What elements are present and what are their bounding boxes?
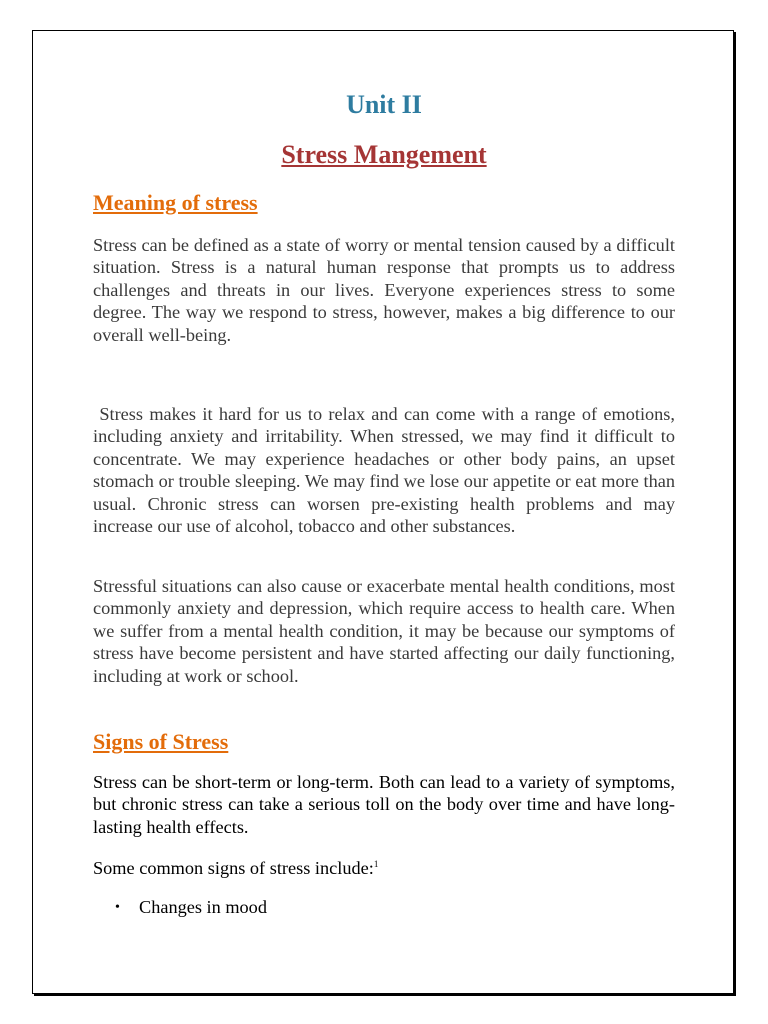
section-heading-signs: Signs of Stress (93, 729, 229, 754)
paragraph: Stress can be short-term or long-term. Both can lead to a variety of symptoms, but chronic stress can take a serious toll on the body over time and have long-lasting health effects. (93, 772, 675, 837)
paragraph: Stress makes it hard for us to relax and can come with a range of emotions, including anxiety and irritability. When stressed, we may find it difficult to concentrate. We may experience headaches or other body pains, an upset stomach or trouble sleeping. We may find we lose our appetite or eat more than usual. Chronic stress can worsen pre-existing health problems and may increase our use of alcohol, tobacco and other substances. (93, 404, 680, 537)
unit-title: Unit II (346, 90, 422, 119)
list-item-text: Changes in mood (139, 897, 267, 917)
list-item (93, 895, 675, 919)
footnote-marker[interactable]: 1 (373, 858, 379, 869)
document-title: Stress Mangement (281, 140, 487, 169)
bullet-dot-icon: • (115, 900, 120, 915)
paragraph: Stress can be defined as a state of worry or mental tension caused by a difficult situation. Stress is a natural human response that prompts us to address challenges and threats in our lives. Everyone experiences stress to some degree. The way we respond to stress, however, makes a big difference to our overall well-being. (93, 235, 675, 345)
paragraph: Stressful situations can also cause or exacerbate mental health conditions, most commonly anxiety and depression, which require access to health care. When we suffer from a mental health condition, it may be because our symptoms of stress have become persistent and have started affecting our daily functioning, including at work or school. (93, 576, 675, 686)
bullet-list (93, 895, 675, 919)
section-heading-meaning: Meaning of stress (93, 190, 258, 215)
paragraph-text: Some common signs of stress include: (93, 858, 374, 878)
paragraph-with-footnote (93, 857, 675, 879)
